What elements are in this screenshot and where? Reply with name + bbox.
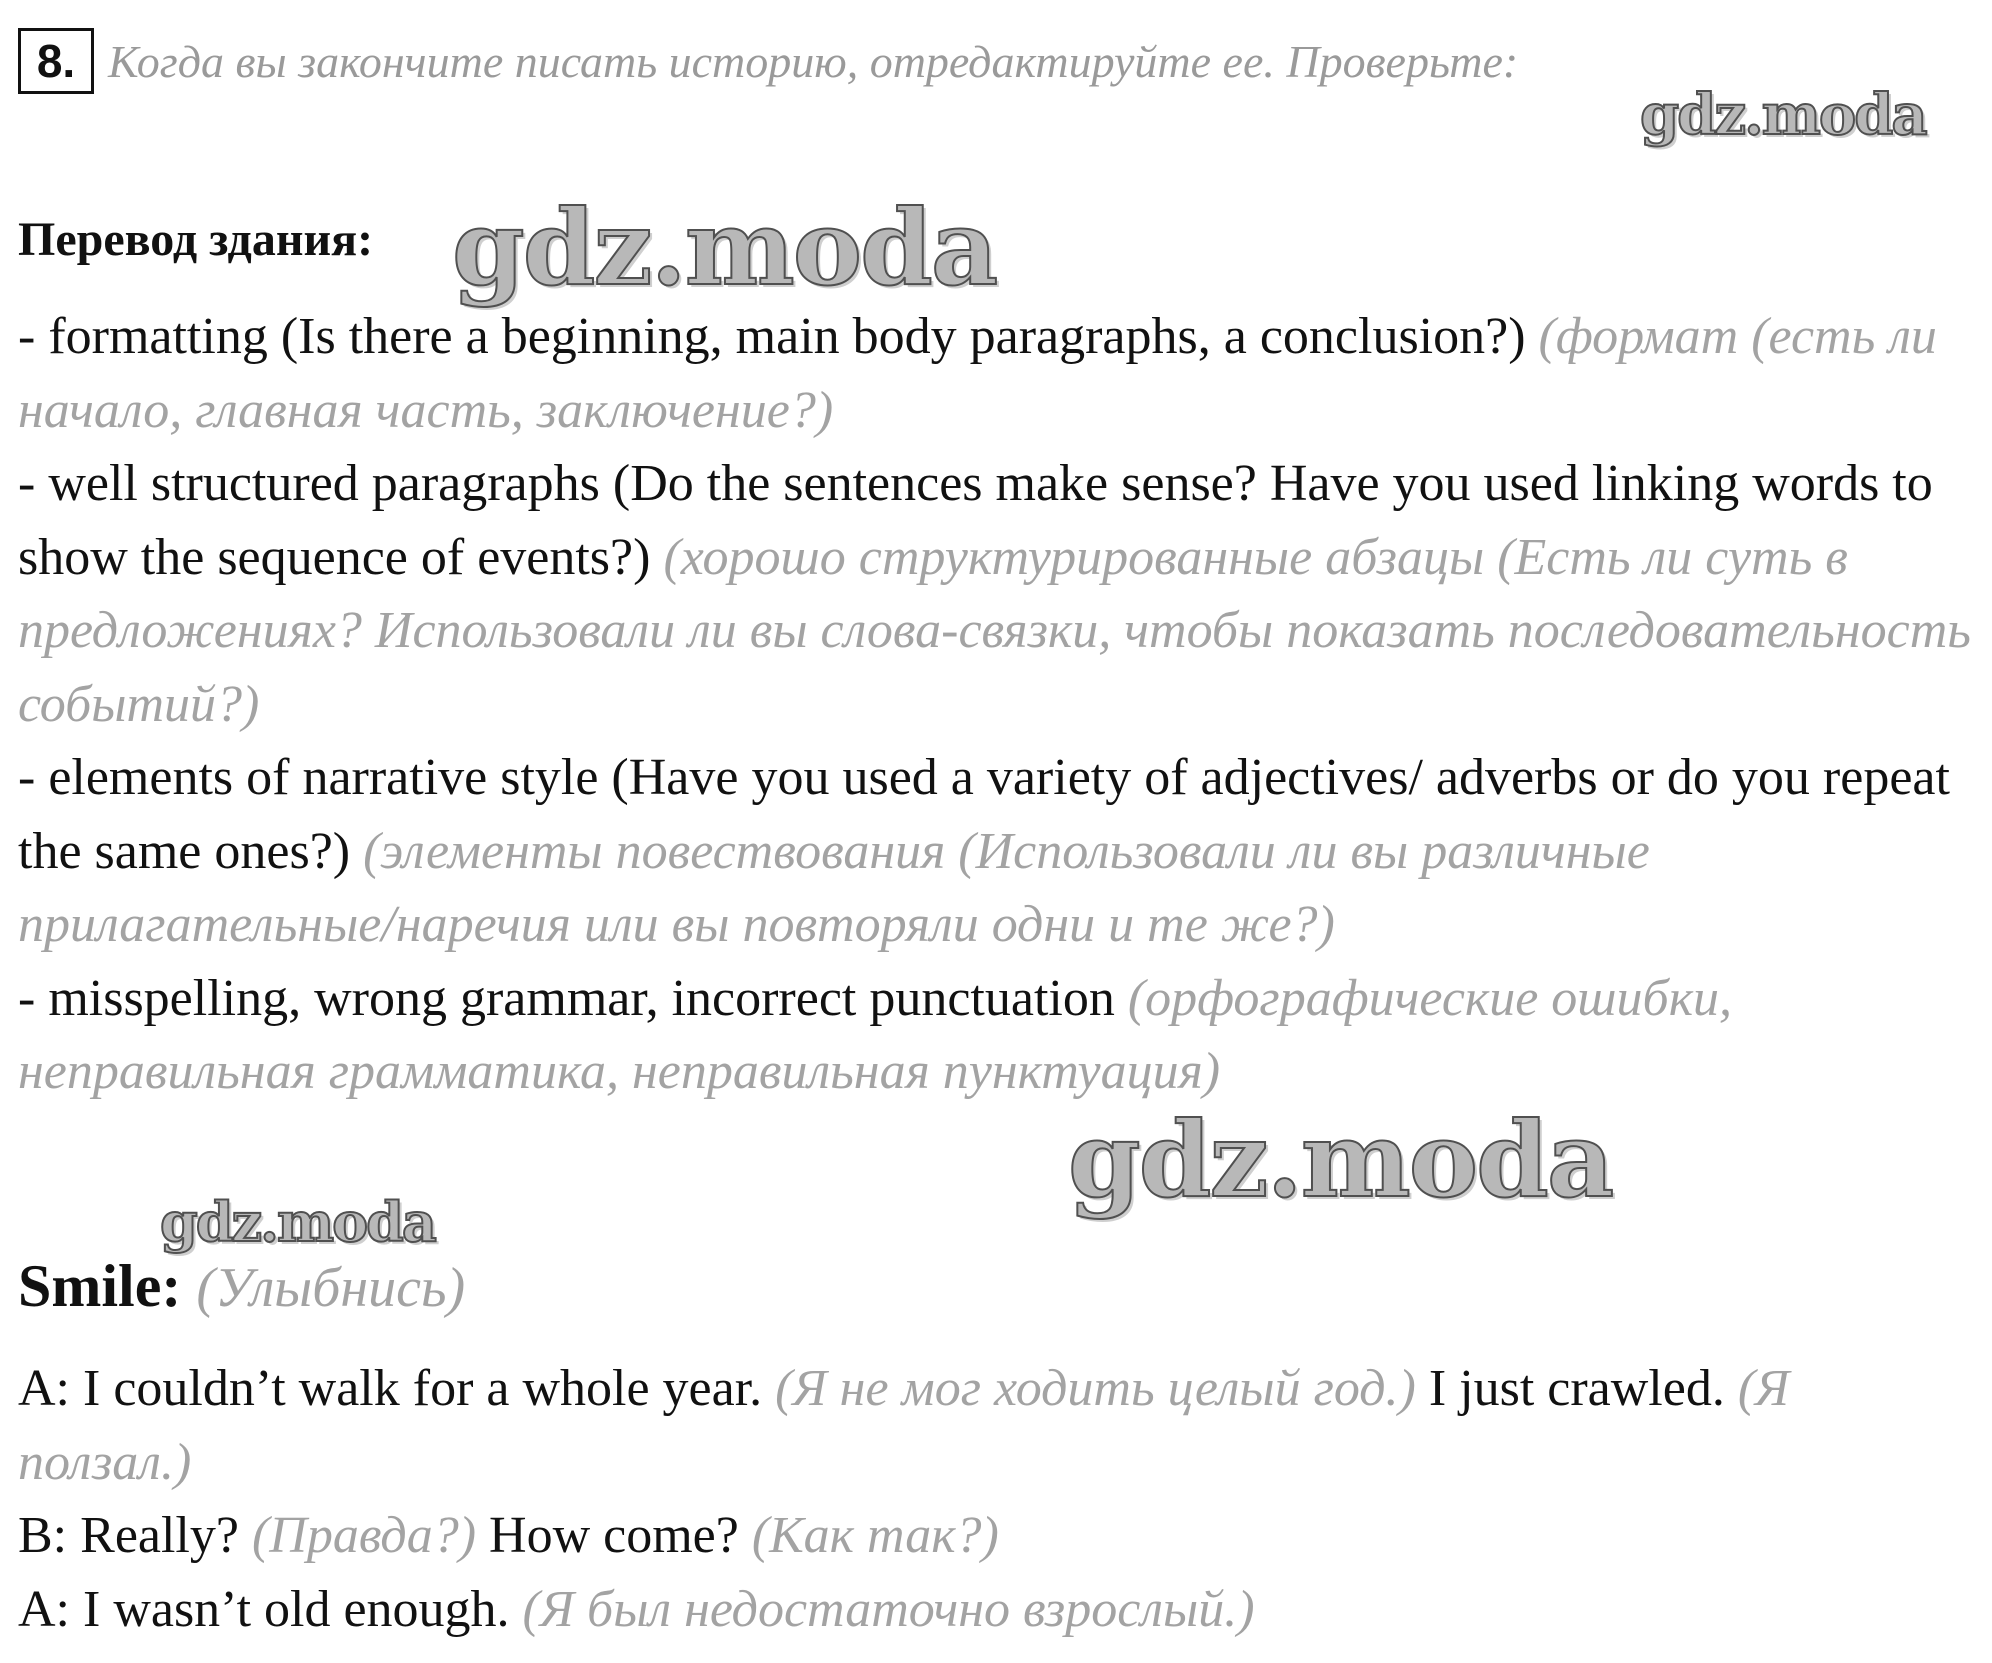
task-number: 8. bbox=[18, 28, 94, 94]
joke-dialog bbox=[18, 1352, 1973, 1646]
item-translation: (орфографические ошибки, неправильная грамматика, неправильная пунктуация) bbox=[18, 969, 1733, 1100]
dialog-english: B: Really? bbox=[18, 1507, 239, 1564]
item-english: - formatting (Is there a beginning, main body paragraphs, a conclusion?) bbox=[18, 308, 1526, 365]
item-english: - misspelling, wrong grammar, incorrect punctuation bbox=[18, 969, 1115, 1027]
smile-title: Smile: bbox=[18, 1253, 182, 1319]
translation-heading: Перевод здания: bbox=[18, 213, 374, 266]
dialog-translation: (Как так?) bbox=[751, 1507, 999, 1564]
item-translation: (формат (есть ли начало, главная часть, заключение?) bbox=[18, 308, 1937, 439]
dialog-english: A: I couldn’t walk for a whole year. bbox=[18, 1360, 763, 1417]
item-translation: (элементы повествования (Использовали ли вы различные прилагательные/наречия или вы повторяли одни и те же?) bbox=[18, 822, 1650, 953]
checklist-item bbox=[18, 447, 1973, 741]
dialog-translation: (Я ползал.) bbox=[18, 1360, 1790, 1491]
checklist-item bbox=[18, 962, 1973, 1109]
watermark: gdz.moda bbox=[1640, 82, 1926, 148]
item-english: - well structured paragraphs (Do the sentences make sense? Have you used linking words to show the sequence of events?) bbox=[18, 455, 1933, 586]
task-instruction: Когда вы закончите писать историю, отредактируйте ее. Проверьте: bbox=[108, 35, 1519, 87]
task-header bbox=[18, 28, 1518, 94]
dialog-line bbox=[18, 1573, 1973, 1647]
dialog-translation: (Я был недостаточно взрослый.) bbox=[522, 1580, 1255, 1638]
checklist-item bbox=[18, 741, 1973, 962]
dialog-translation: (Я не мог ходить целый год.) bbox=[775, 1360, 1416, 1417]
item-english: - elements of narrative style (Have you used a variety of adjectives/ adverbs or do you repeat the same ones?) bbox=[18, 749, 1950, 880]
watermark: gdz.moda bbox=[1068, 1098, 1613, 1221]
dialog-translation: (Правда?) bbox=[251, 1507, 477, 1564]
watermark: gdz.moda bbox=[452, 186, 997, 309]
checklist bbox=[18, 300, 1973, 1109]
dialog-english: A: I wasn’t old enough. bbox=[18, 1580, 510, 1638]
dialog-english: I just crawled. bbox=[1428, 1360, 1725, 1417]
smile-title-translation: (Улыбнись) bbox=[196, 1257, 466, 1319]
checklist-item bbox=[18, 300, 1973, 447]
dialog-line bbox=[18, 1352, 1973, 1499]
dialog-english: How come? bbox=[489, 1507, 739, 1564]
dialog-line bbox=[18, 1499, 1973, 1573]
smile-heading bbox=[18, 1252, 465, 1321]
item-translation: (хорошо структурированные абзацы (Есть ли суть в предложениях? Использовали ли вы слова-связки, чтобы показать последовательность событий?) bbox=[18, 528, 1971, 733]
watermark: gdz.moda bbox=[160, 1190, 435, 1254]
